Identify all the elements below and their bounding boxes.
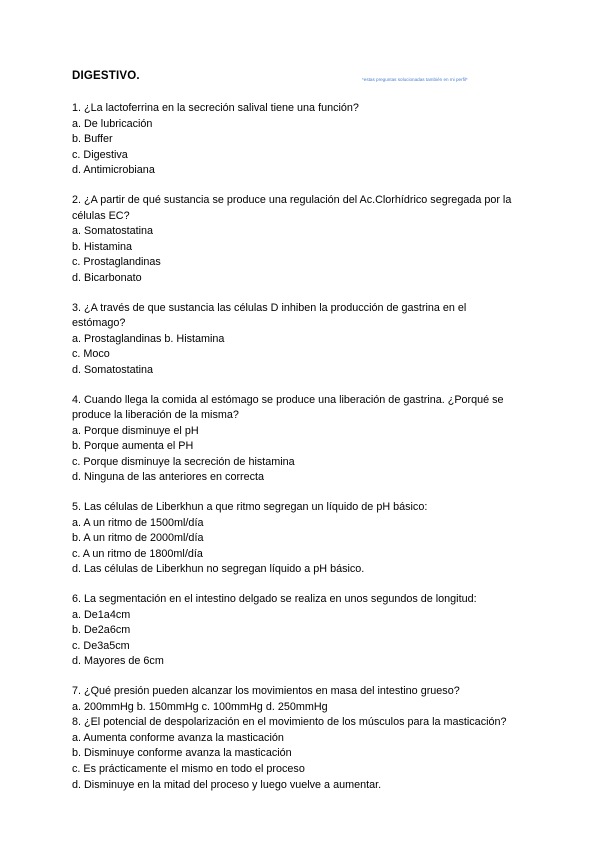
options-inline: a. 200mmHg b. 150mmHg c. 100mmHg d. 250mmHg bbox=[72, 700, 328, 713]
option-c: c. Prostaglandinas bbox=[72, 256, 161, 269]
option-d: d. Disminuye en la mitad del proceso y luego vuelve a aumentar. bbox=[72, 778, 382, 791]
option-d: d. Bicarbonato bbox=[72, 271, 142, 284]
question-stem: 6. La segmentación en el intestino delgado se realiza en unos segundos de longitud: bbox=[72, 593, 477, 606]
question-stem: 8. ¿El potencial de despolarización en el movimiento de los músculos para la masticación? bbox=[72, 716, 507, 729]
option-b: b. Histamina bbox=[72, 240, 133, 253]
question-3 bbox=[72, 301, 542, 379]
question-stem: 5. Las células de Liberkhun a que ritmo segregan un líquido de pH básico: bbox=[72, 501, 428, 514]
question-stem-continued: células EC? bbox=[72, 209, 130, 222]
question-list bbox=[72, 101, 542, 793]
option-c: c. Es prácticamente el mismo en todo el proceso bbox=[72, 762, 305, 775]
question-stem-continued: produce la liberación de la misma? bbox=[72, 409, 239, 422]
option-d: d. Antimicrobiana bbox=[72, 164, 155, 177]
option-c: c. A un ritmo de 1800ml/día bbox=[72, 547, 203, 560]
option-a: a. Somatostatina bbox=[72, 225, 154, 238]
option-a: a. Porque disminuye el pH bbox=[72, 424, 199, 437]
option-a: a. Aumenta conforme avanza la masticación bbox=[72, 731, 284, 744]
question-stem: 3. ¿A través de que sustancia las células D inhiben la producción de gastrina en el bbox=[72, 301, 467, 314]
header bbox=[72, 70, 542, 90]
option-a-b: a. Prostaglandinas b. Histamina bbox=[72, 332, 225, 345]
question-stem: 2. ¿A partir de qué sustancia se produce una regulación del Ac.Clorhídrico segregada por la bbox=[72, 193, 512, 206]
question-stem-continued: estómago? bbox=[72, 317, 126, 330]
question-stem: 4. Cuando llega la comida al estómago se produce una liberación de gastrina. ¿Porqué se bbox=[72, 393, 504, 406]
option-b: b. Disminuye conforme avanza la masticación bbox=[72, 747, 292, 760]
option-b: b. De2a6cm bbox=[72, 624, 131, 637]
question-5 bbox=[72, 500, 542, 578]
header-note: *estas preguntas solucionadas también en mi perfil* bbox=[362, 77, 468, 82]
option-d: d. Somatostatina bbox=[72, 363, 154, 376]
option-c: c. Porque disminuye la secreción de histamina bbox=[72, 455, 295, 468]
option-a: a. De1a4cm bbox=[72, 608, 131, 621]
option-b: b. A un ritmo de 2000ml/día bbox=[72, 532, 204, 545]
option-d: d. Mayores de 6cm bbox=[72, 655, 164, 668]
document-page bbox=[72, 70, 542, 793]
option-b: b. Porque aumenta el PH bbox=[72, 440, 194, 453]
question-2 bbox=[72, 193, 542, 287]
option-c: c. De3a5cm bbox=[72, 639, 130, 652]
option-d: d. Las células de Liberkhun no segregan líquido a pH básico. bbox=[72, 563, 365, 576]
option-b: b. Buffer bbox=[72, 133, 113, 146]
question-7 bbox=[72, 684, 542, 715]
question-stem: 7. ¿Qué presión pueden alcanzar los movimientos en masa del intestino grueso? bbox=[72, 685, 460, 697]
option-a: a. A un ritmo de 1500ml/día bbox=[72, 516, 204, 529]
question-6 bbox=[72, 592, 542, 670]
option-c: c. Digestiva bbox=[72, 148, 128, 161]
question-1 bbox=[72, 101, 542, 179]
option-d: d. Ninguna de las anteriores en correcta bbox=[72, 471, 265, 484]
question-stem: 1. ¿La lactoferrina en la secreción salival tiene una función? bbox=[72, 102, 359, 114]
document-title: DIGESTIVO. bbox=[72, 70, 140, 82]
question-8 bbox=[72, 715, 542, 793]
question-4 bbox=[72, 393, 542, 487]
option-a: a. De lubricación bbox=[72, 117, 153, 130]
option-c: c. Moco bbox=[72, 348, 110, 361]
